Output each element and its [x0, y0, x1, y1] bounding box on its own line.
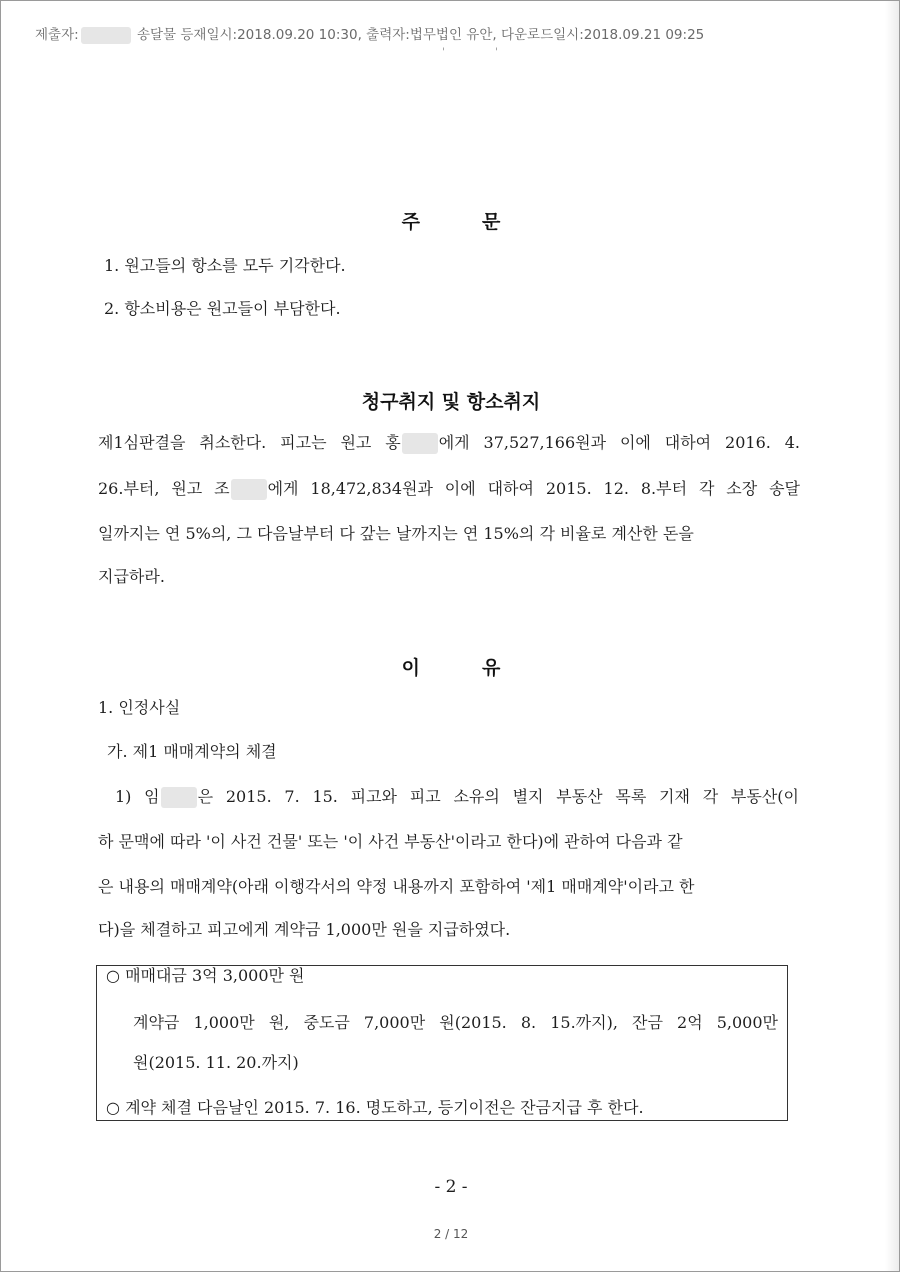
header-info: 송달물 등재일시:2018.09.20 10:30, 출력자:법무법인 유안, 다운로드일시:2018.09.21 09:25: [136, 27, 705, 43]
redacted-name: [161, 787, 197, 808]
scan-mark: ': [495, 47, 498, 58]
circle-bullet-icon: ○: [106, 1098, 120, 1117]
redacted-name: [231, 479, 267, 500]
sub-heading: 가. 제1 매매계약의 체결: [107, 742, 277, 761]
page-number: - 2 -: [434, 1177, 468, 1197]
scan-mark: ': [442, 47, 445, 58]
body-line: 다)을 체결하고 피고에게 계약금 1,000만 원을 지급하였다.: [98, 920, 511, 939]
circle-bullet-icon: ○: [106, 966, 120, 985]
section-title-claim: 청구취지 및 항소취지: [361, 391, 541, 413]
contract-term: ○ 매매대금 3억 3,000만 원: [106, 966, 305, 985]
body-line: 은 내용의 매매계약(아래 이행각서의 약정 내용까지 포함하여 '제1 매매계약'이라고 한: [98, 877, 695, 896]
document-header: [35, 23, 704, 44]
claim-line: 일까지는 연 5%의, 그 다음날부터 다 갚는 날까지는 연 15%의 각 비율로 계산한 돈을: [98, 524, 694, 543]
judgment-item: 2. 항소비용은 원고들이 부담한다.: [104, 299, 341, 318]
scan-edge-shadow: [885, 1, 899, 1271]
claim-line: 제1심판결을 취소한다. 피고는 원고 홍 에게 37,527,166원과 이에 대하여 2016. 4.: [98, 433, 801, 452]
submitter-label: 제출자:: [35, 27, 79, 43]
judgment-item: 1. 원고들의 항소를 모두 기각한다.: [104, 256, 346, 275]
section-title-reason: 이 유: [401, 657, 501, 679]
section-heading: 1. 인정사실: [98, 698, 181, 717]
page-count: 2 / 12: [433, 1227, 469, 1241]
claim-line: 26.부터, 원고 조 에게 18,472,834원과 이에 대하여 2015. 12. 8.부터 각 소장 송달: [98, 479, 800, 498]
contract-term-detail: 원(2015. 11. 20.까지): [133, 1053, 299, 1072]
redacted-name: [81, 27, 131, 44]
redacted-name: [402, 433, 438, 454]
section-title-jumun: 주 문: [401, 211, 501, 233]
body-line: 하 문맥에 따라 '이 사건 건물' 또는 '이 사건 부동산'이라고 한다)에 관하여 다음과 같: [98, 832, 683, 851]
contract-term-detail: 계약금 1,000만 원, 중도금 7,000만 원(2015. 8. 15.까지), 잔금 2억 5,000만: [133, 1013, 778, 1032]
contract-term: ○ 계약 체결 다음날인 2015. 7. 16. 명도하고, 등기이전은 잔금지급 후 한다.: [106, 1098, 644, 1117]
body-line: 1) 임 은 2015. 7. 15. 피고와 피고 소유의 별지 부동산 목록 기재 각 부동산(이: [115, 787, 799, 806]
claim-line: 지급하라.: [98, 567, 165, 586]
